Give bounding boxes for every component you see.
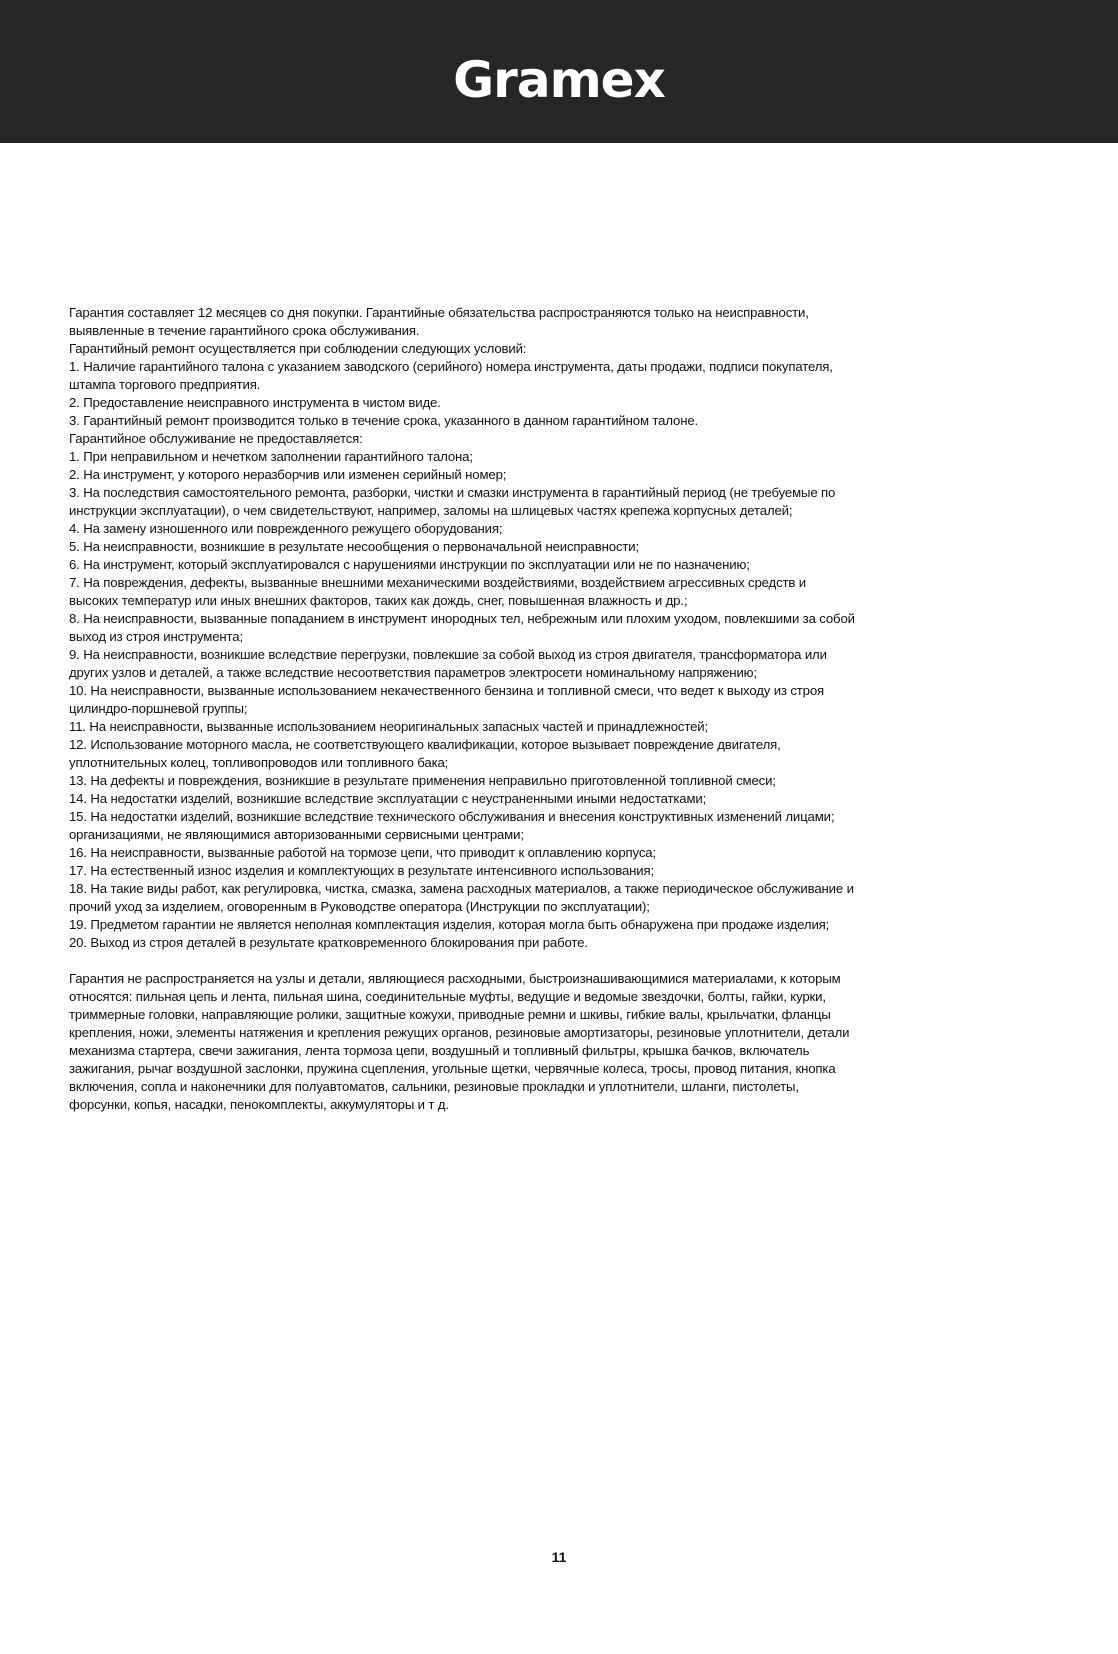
text-line: 10. На неисправности, вызванные использованием некачественного бензина и топливной смеси, что ведет к выходу из строя xyxy=(69,683,825,698)
text-line: триммерные головки, направляющие ролики, защитные кожухи, приводные ремни и шкивы, гибкие валы, крыльчатки, фланцы xyxy=(69,1007,831,1022)
text-line: 7. На повреждения, дефекты, вызванные внешними механическими воздействиями, воздействием агрессивных средств и xyxy=(69,575,807,590)
text-line: Гарантийное обслуживание не предоставляется: xyxy=(69,431,363,446)
text-line: 20. Выход из строя деталей в результате кратковременного блокирования при работе. xyxy=(69,935,588,950)
text-line: 9. На неисправности, возникшие вследствие перегрузки, повлекшие за собой выход из строя двигателя, трансформатора или xyxy=(69,647,827,662)
text-line: 13. На дефекты и повреждения, возникшие в результате применения неправильно приготовленной топливной смеси; xyxy=(69,773,776,788)
text-line: штампа торгового предприятия. xyxy=(69,377,261,392)
text-line: Гарантия составляет 12 месяцев со дня покупки. Гарантийные обязательства распространяются только на неисправности, xyxy=(69,305,809,320)
text-line: 12. Использование моторного масла, не соответствующего квалификации, которое вызывает повреждение двигателя, xyxy=(69,737,781,752)
text-line: 2. Предоставление неисправного инструмента в чистом виде. xyxy=(69,395,441,410)
text-line: 19. Предметом гарантии не является неполная комплектация изделия, которая могла быть обнаружена при продаже изделия; xyxy=(69,917,830,932)
text-line: других узлов и деталей, а также вследствие несоответствия параметров электросети номинальному напряжению; xyxy=(69,665,757,680)
text-line: крепления, ножи, элементы натяжения и крепления режущих органов, резиновые амортизаторы, резиновые уплотнители, детали xyxy=(69,1025,850,1040)
text-line: Гарантийный ремонт осуществляется при соблюдении следующих условий: xyxy=(69,341,527,356)
text-line: организациями, не являющимися авторизованными сервисными центрами; xyxy=(69,827,524,842)
text-line: 17. На естественный износ изделия и комплектующих в результате интенсивного использования; xyxy=(69,863,654,878)
text-line: включения, сопла и наконечники для полуавтоматов, сальники, резиновые прокладки и уплотнители, шланги, пистолеты, xyxy=(69,1079,799,1094)
text-line: 15. На недостатки изделий, возникшие вследствие технического обслуживания и внесения конструктивных изменений лицами; xyxy=(69,809,835,824)
text-line: выход из строя инструмента; xyxy=(69,629,243,644)
text-line: выявленные в течение гарантийного срока обслуживания. xyxy=(69,323,420,338)
text-line: 16. На неисправности, вызванные работой на тормозе цепи, что приводит к оплавлению корпуса; xyxy=(69,845,656,860)
brand-logo: Gramex xyxy=(453,51,665,109)
text-line: 3. На последствия самостоятельного ремонта, разборки, чистки и смазки инструмента в гарантийный период (не требуемые по xyxy=(69,485,836,500)
text-line: 4. На замену изношенного или поврежденного режущего оборудования; xyxy=(69,521,503,536)
page-number: 11 xyxy=(551,1549,567,1565)
text-line: прочий уход за изделием, оговоренным в Руководстве оператора (Инструкции по эксплуатации); xyxy=(69,899,650,914)
warranty-text xyxy=(69,304,1069,1114)
text-line: цилиндро-поршневой группы; xyxy=(69,701,248,716)
paragraph-gap xyxy=(69,952,1069,970)
text-line: инструкции эксплуатации), о чем свидетельствуют, например, заломы на шлицевых частях крепежа корпусных деталей; xyxy=(69,503,793,518)
text-line: 3. Гарантийный ремонт производится только в течение срока, указанного в данном гарантийном талоне. xyxy=(69,413,699,428)
text-line: 8. На неисправности, вызванные попаданием в инструмент инородных тел, небрежным или плохим уходом, повлекшими за собой xyxy=(69,611,855,626)
text-line: 1. Наличие гарантийного талона с указанием заводского (серийного) номера инструмента, даты продажи, подписи покупателя, xyxy=(69,359,833,374)
text-line: зажигания, рычаг воздушной заслонки, пружина сцепления, угольные щетки, червячные колеса, тросы, провод питания, кнопка xyxy=(69,1061,836,1076)
text-line: 2. На инструмент, у которого неразборчив или изменен серийный номер; xyxy=(69,467,507,482)
text-line: 1. При неправильном и нечетком заполнении гарантийного талона; xyxy=(69,449,473,464)
text-line: Гарантия не распространяется на узлы и детали, являющиеся расходными, быстроизнашивающимися материалами, к которым xyxy=(69,971,841,986)
text-line: относятся: пильная цепь и лента, пильная шина, соединительные муфты, ведущие и ведомые звездочки, болты, гайки, курки, xyxy=(69,989,826,1004)
header-bar xyxy=(0,0,1118,143)
text-line: механизма стартера, свечи зажигания, лента тормоза цепи, воздушный и топливный фильтры, крышка бачков, включатель xyxy=(69,1043,810,1058)
text-line: 5. На неисправности, возникшие в результате несообщения о первоначальной неисправности; xyxy=(69,539,640,554)
text-line: 18. На такие виды работ, как регулировка, чистка, смазка, замена расходных материалов, а также периодическое обслуживание и xyxy=(69,881,854,896)
text-line: 14. На недостатки изделий, возникшие вследствие эксплуатации с неустраненными иными недостатками; xyxy=(69,791,707,806)
text-line: форсунки, копья, насадки, пенокомплекты, аккумуляторы и т д. xyxy=(69,1097,449,1112)
warranty-conditions xyxy=(69,304,1069,952)
text-line: 11. На неисправности, вызванные использованием неоригинальных запасных частей и принадлежностей; xyxy=(69,719,708,734)
consumables-paragraph xyxy=(69,970,1069,1114)
text-line: 6. На инструмент, который эксплуатировался с нарушениями инструкции по эксплуатации или не по назначению; xyxy=(69,557,750,572)
text-line: уплотнительных колец, топливопроводов или топливного бака; xyxy=(69,755,449,770)
text-line: высоких температур или иных внешних факторов, таких как дождь, снег, повышенная влажность и др.; xyxy=(69,593,688,608)
